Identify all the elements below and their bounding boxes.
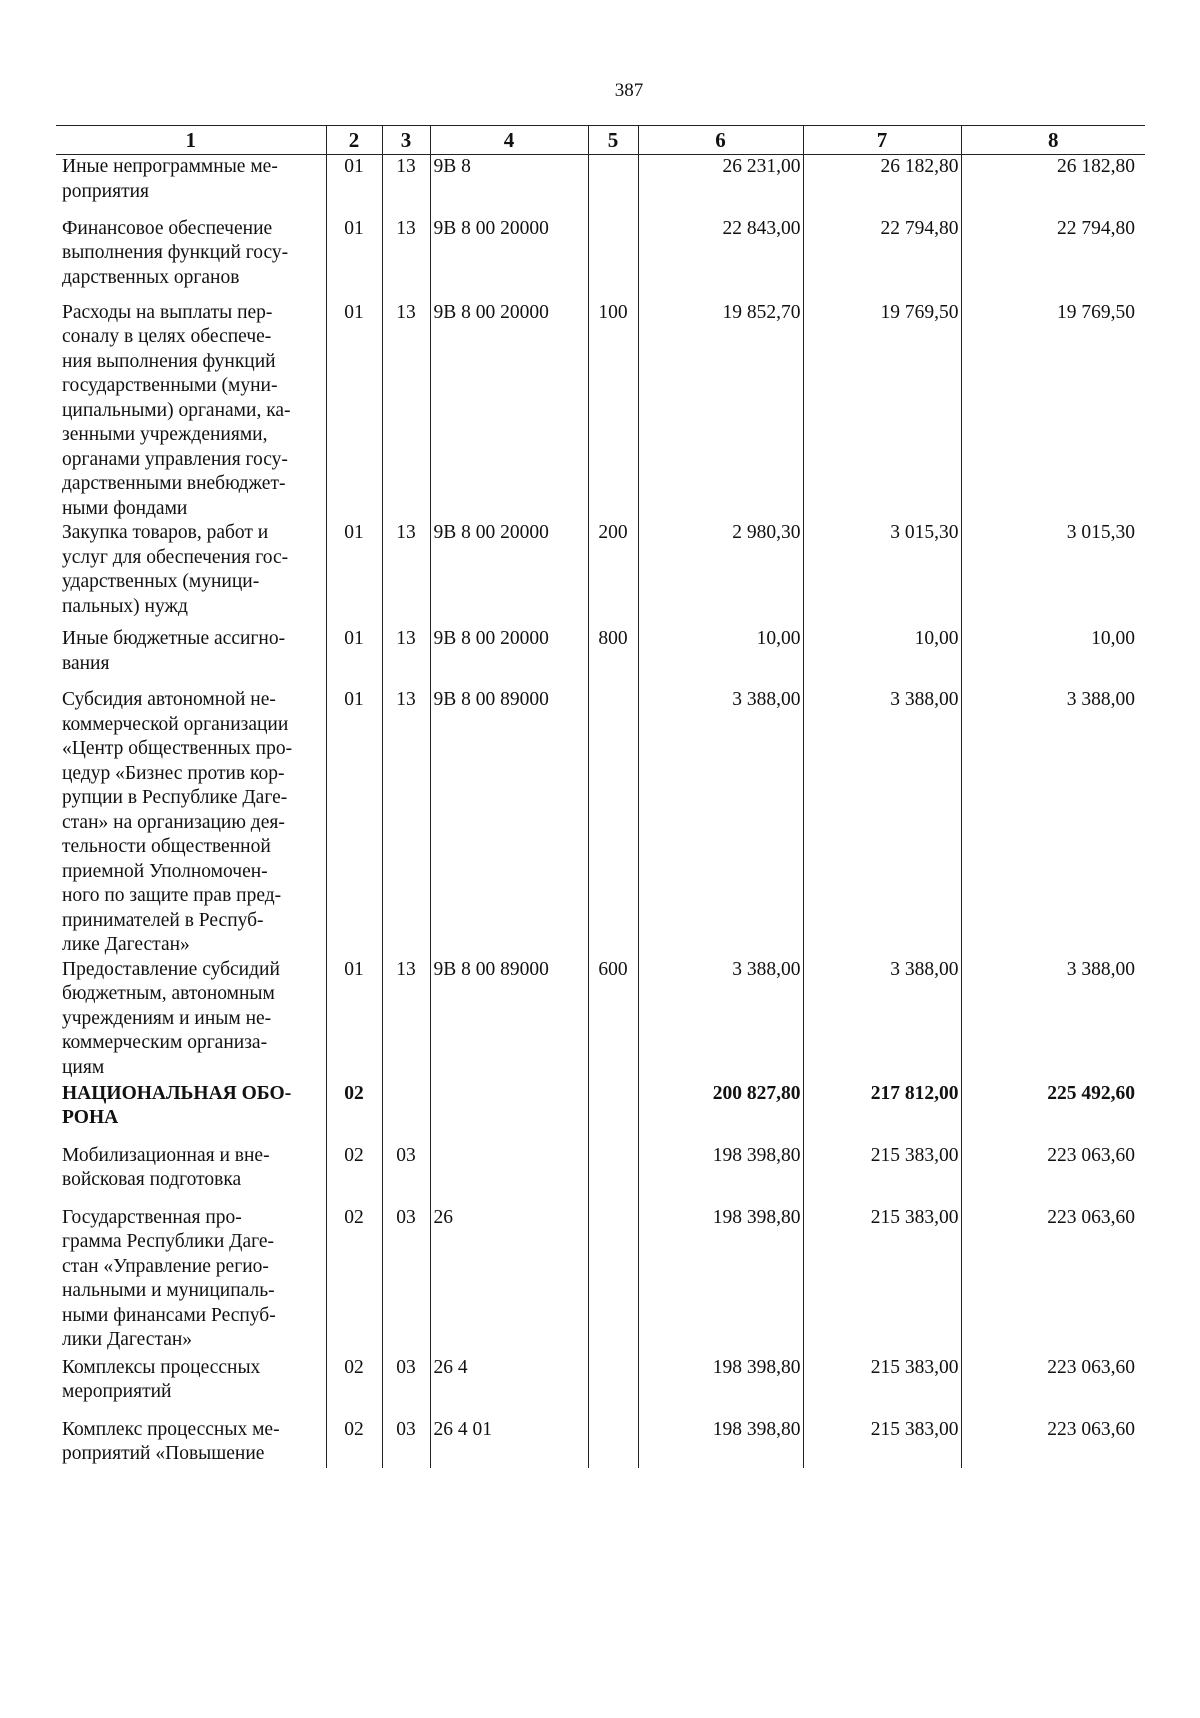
subsection-code-cell: 03 [382, 1206, 430, 1356]
amount-year-2-cell: 215 383,00 [803, 1418, 961, 1468]
expense-type-cell [588, 155, 638, 217]
subsection-code-cell: 13 [382, 688, 430, 958]
column-header-4: 4 [430, 126, 588, 155]
amount-year-1-cell: 198 398,80 [638, 1418, 803, 1468]
amount-year-2-cell: 19 769,50 [803, 301, 961, 522]
subsection-code-cell: 03 [382, 1144, 430, 1206]
budget-table [56, 125, 1145, 1468]
amount-year-1-cell: 26 231,00 [638, 155, 803, 217]
amount-year-2-cell: 3 388,00 [803, 958, 961, 1082]
amount-year-3-cell: 10,00 [961, 627, 1145, 688]
table-row [56, 627, 1145, 688]
expense-type-cell: 600 [588, 958, 638, 1082]
amount-year-3-cell: 22 794,80 [961, 217, 1145, 301]
column-header-8: 8 [961, 126, 1145, 155]
subsection-code-cell: 13 [382, 958, 430, 1082]
column-header-5: 5 [588, 126, 638, 155]
amount-year-3-cell: 3 015,30 [961, 521, 1145, 627]
amount-year-3-cell: 223 063,60 [961, 1418, 1145, 1468]
expense-type-cell [588, 1356, 638, 1418]
amount-year-1-cell: 200 827,80 [638, 1082, 803, 1144]
row-name-cell: Иные непрограммные ме- роприятия [62, 156, 278, 202]
header-row [56, 126, 1145, 155]
amount-year-2-cell: 215 383,00 [803, 1144, 961, 1206]
table-row [56, 1356, 1145, 1418]
amount-year-1-cell: 19 852,70 [638, 301, 803, 522]
section-code-cell: 02 [326, 1418, 382, 1468]
section-code-cell: 01 [326, 521, 382, 627]
row-name-cell: НАЦИОНАЛЬНАЯ ОБО- РОНА [62, 1082, 292, 1128]
target-article-cell: 9В 8 00 20000 [430, 521, 588, 627]
column-header-1: 1 [56, 126, 326, 155]
section-code-cell: 01 [326, 217, 382, 301]
section-code-cell: 01 [326, 155, 382, 217]
expense-type-cell [588, 1082, 638, 1144]
amount-year-1-cell: 22 843,00 [638, 217, 803, 301]
amount-year-1-cell: 3 388,00 [638, 688, 803, 958]
target-article-cell [430, 1082, 588, 1144]
target-article-cell: 9В 8 00 89000 [430, 688, 588, 958]
amount-year-1-cell: 198 398,80 [638, 1356, 803, 1418]
subsection-code-cell [382, 1082, 430, 1144]
table-row [56, 1082, 1145, 1144]
target-article-cell: 26 4 01 [430, 1418, 588, 1468]
row-name-cell: Расходы на выплаты пер- соналу в целях обеспече- ния выполнения функций государственными (муни- ципальными) органами, ка- зенными учреждениями, органами управления госу- дарственными внебюджет- ными фондами [62, 301, 291, 519]
target-article-cell: 26 4 [430, 1356, 588, 1418]
section-code-cell: 02 [326, 1082, 382, 1144]
expense-type-cell: 100 [588, 301, 638, 522]
section-code-cell: 01 [326, 958, 382, 1082]
amount-year-2-cell: 217 812,00 [803, 1082, 961, 1144]
table-row [56, 301, 1145, 522]
row-name-cell: Государственная про- грамма Республики Даге- стан «Управление регио- нальными и муниципаль- ными финансами Респуб- лики Дагестан» [62, 1206, 276, 1350]
expense-type-cell: 200 [588, 521, 638, 627]
row-name-cell: Мобилизационная и вне- войсковая подготовка [62, 1144, 270, 1190]
amount-year-2-cell: 26 182,80 [803, 155, 961, 217]
subsection-code-cell: 13 [382, 301, 430, 522]
subsection-code-cell: 13 [382, 155, 430, 217]
subsection-code-cell: 13 [382, 627, 430, 688]
subsection-code-cell: 03 [382, 1356, 430, 1418]
table-row [56, 688, 1145, 958]
table-row [56, 1144, 1145, 1206]
section-code-cell: 02 [326, 1356, 382, 1418]
column-header-6: 6 [638, 126, 803, 155]
column-header-3: 3 [382, 126, 430, 155]
amount-year-1-cell: 198 398,80 [638, 1206, 803, 1356]
section-code-cell: 02 [326, 1206, 382, 1356]
amount-year-3-cell: 225 492,60 [961, 1082, 1145, 1144]
target-article-cell: 9В 8 00 20000 [430, 627, 588, 688]
amount-year-3-cell: 223 063,60 [961, 1356, 1145, 1418]
row-name-cell: Комплекс процессных ме- роприятий «Повышение [62, 1418, 280, 1464]
amount-year-1-cell: 10,00 [638, 627, 803, 688]
expense-type-cell [588, 1206, 638, 1356]
row-name-cell: Иные бюджетные ассигно- вания [62, 628, 286, 674]
amount-year-2-cell: 10,00 [803, 627, 961, 688]
amount-year-2-cell: 3 388,00 [803, 688, 961, 958]
table-row [56, 1206, 1145, 1356]
target-article-cell: 26 [430, 1206, 588, 1356]
table-row [56, 217, 1145, 301]
amount-year-3-cell: 3 388,00 [961, 688, 1145, 958]
amount-year-3-cell: 223 063,60 [961, 1144, 1145, 1206]
column-header-2: 2 [326, 126, 382, 155]
row-name-cell: Комплексы процессных мероприятий [62, 1356, 261, 1402]
table-row [56, 1418, 1145, 1468]
page-number: 387 [614, 80, 644, 101]
column-header-7: 7 [803, 126, 961, 155]
section-code-cell: 01 [326, 627, 382, 688]
section-code-cell: 02 [326, 1144, 382, 1206]
amount-year-2-cell: 3 015,30 [803, 521, 961, 627]
expense-type-cell [588, 1418, 638, 1468]
subsection-code-cell: 13 [382, 521, 430, 627]
amount-year-2-cell: 22 794,80 [803, 217, 961, 301]
row-name-cell: Финансовое обеспечение выполнения функций госу- дарственных органов [62, 217, 289, 288]
amount-year-1-cell: 3 388,00 [638, 958, 803, 1082]
target-article-cell: 9В 8 00 20000 [430, 217, 588, 301]
section-code-cell: 01 [326, 688, 382, 958]
subsection-code-cell: 03 [382, 1418, 430, 1468]
row-name-cell: Предоставление субсидий бюджетным, автономным учреждениям и иным не- коммерческим организа- циям [62, 958, 280, 1078]
section-code-cell: 01 [326, 301, 382, 522]
target-article-cell: 9В 8 00 20000 [430, 301, 588, 522]
amount-year-2-cell: 215 383,00 [803, 1206, 961, 1356]
amount-year-1-cell: 198 398,80 [638, 1144, 803, 1206]
table-row [56, 521, 1145, 627]
amount-year-1-cell: 2 980,30 [638, 521, 803, 627]
expense-type-cell [588, 688, 638, 958]
target-article-cell: 9В 8 [430, 155, 588, 217]
amount-year-2-cell: 215 383,00 [803, 1356, 961, 1418]
amount-year-3-cell: 223 063,60 [961, 1206, 1145, 1356]
table-body [56, 155, 1145, 1468]
target-article-cell [430, 1144, 588, 1206]
expense-type-cell: 800 [588, 627, 638, 688]
amount-year-3-cell: 19 769,50 [961, 301, 1145, 522]
amount-year-3-cell: 3 388,00 [961, 958, 1145, 1082]
table-row [56, 155, 1145, 217]
target-article-cell: 9В 8 00 89000 [430, 958, 588, 1082]
row-name-cell: Закупка товаров, работ и услуг для обеспечения гос- ударственных (муници- пальных) нужд [62, 522, 289, 617]
amount-year-3-cell: 26 182,80 [961, 155, 1145, 217]
expense-type-cell [588, 217, 638, 301]
table-row [56, 958, 1145, 1082]
expense-type-cell [588, 1144, 638, 1206]
row-name-cell: Субсидия автономной не- коммерческой организации «Центр общественных про- цедур «Бизнес против кор- рупции в Республике Даге- стан» на организацию дея- тельности общественной приемной Уполномочен- ного по защите прав пред- принимателей в Респуб- лике Дагестан» [62, 689, 293, 955]
subsection-code-cell: 13 [382, 217, 430, 301]
